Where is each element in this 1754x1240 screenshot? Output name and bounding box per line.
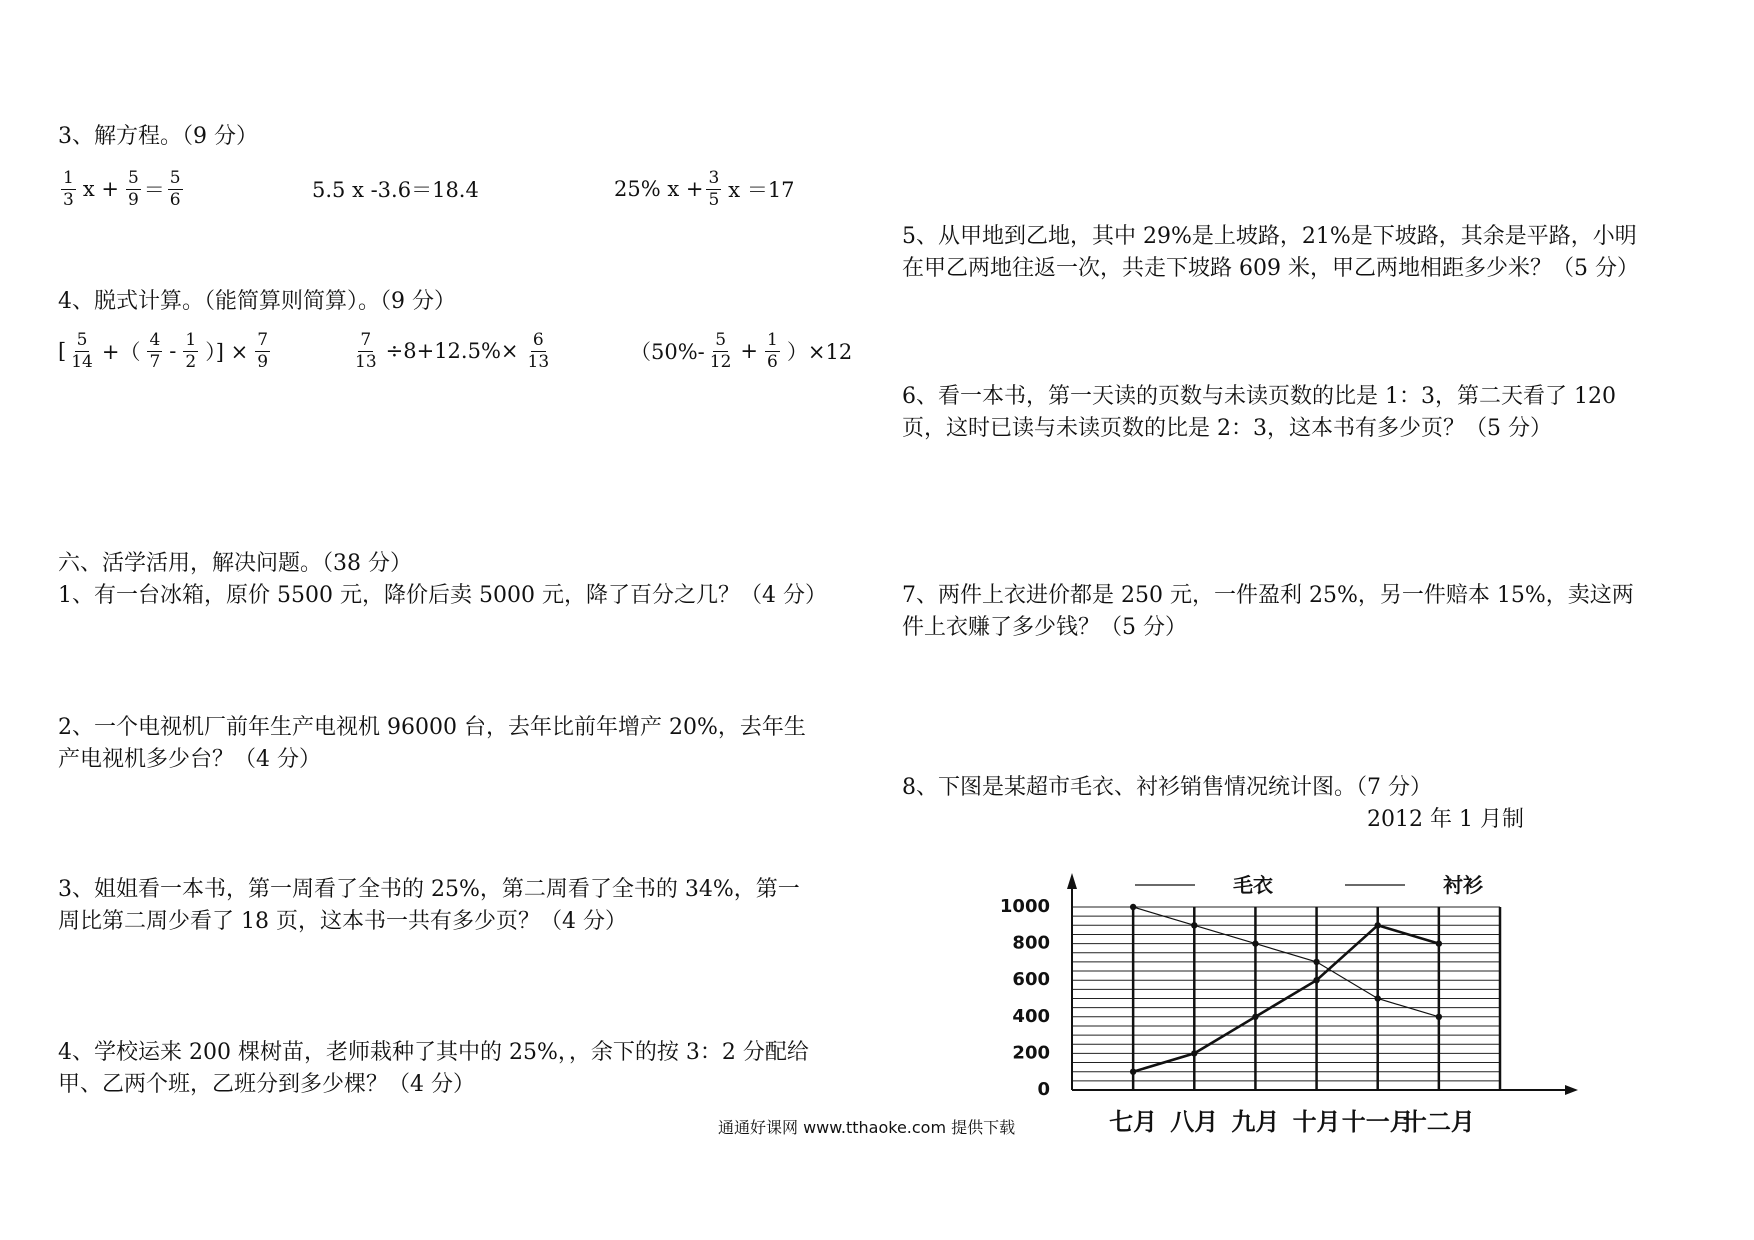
equation-1: $\frac{1}{3}$ x + $\frac{5}{9}$ ＝ $\frac{5}{6}$ [63, 167, 181, 210]
problem-4-line1: 4、学校运来 200 棵树苗，老师栽种了其中的 25%，，余下的按 3：2 分配给 [58, 1040, 809, 1065]
problem-5 [902, 221, 1639, 285]
data-point [1375, 995, 1381, 1001]
problem-3 [58, 874, 800, 938]
problem-2 [58, 712, 806, 776]
equation-2: 5.5 x -3.6＝18.4 [312, 178, 479, 202]
expression-1: [ $\frac{5}{14}$ +（ $\frac{4}{7}$ - $\frac{1}{2}$ ）] × $\frac{7}{9}$ [58, 329, 269, 372]
x-tick-label: 十一月 [1341, 1108, 1414, 1136]
y-tick-label: 200 [1012, 1042, 1050, 1064]
chart-date: 2012 年 1 月制 [1367, 807, 1524, 832]
data-point [1191, 1050, 1197, 1056]
problem-3-line2: 周比第二周少看了 18 页，这本书一共有多少页？（4 分） [58, 909, 627, 934]
data-point [1313, 977, 1319, 983]
y-tick-label: 1000 [999, 896, 1050, 917]
problem-4-line2: 甲、乙两个班，乙班分到多少棵？（4 分） [58, 1072, 475, 1097]
x-tick-label: 十月 [1292, 1108, 1341, 1136]
legend-label: 衬衫 [1443, 873, 1483, 897]
problem-7 [902, 580, 1634, 644]
problem-6 [902, 381, 1616, 445]
y-axis-arrow [1067, 873, 1077, 889]
problem-3-line1: 3、姐姐看一本书，第一周看了全书的 25%，第二周看了全书的 34%，第一 [58, 877, 800, 902]
problem-7-line2: 件上衣赚了多少钱？（5 分） [902, 615, 1187, 640]
data-point [1252, 1014, 1258, 1020]
x-tick-label: 九月 [1231, 1108, 1280, 1136]
legend-label: 毛衣 [1233, 873, 1273, 897]
y-tick-label: 600 [1012, 969, 1050, 991]
data-point [1313, 959, 1319, 965]
y-axis-labels [1000, 896, 1050, 1100]
problem-7-line1: 7、两件上衣进价都是 250 元，一件盈利 25%，另一件赔本 15%，卖这两 [902, 583, 1634, 608]
problem-1: 1、有一台冰箱，原价 5500 元，降价后卖 5000 元，降了百分之几？（4 分） [58, 583, 827, 608]
q3-equations [58, 159, 858, 219]
y-tick-label: 800 [1012, 932, 1050, 954]
problem-6-line1: 6、看一本书，第一天读的页数与未读页数的比是 1：3，第二天看了 120 [902, 384, 1616, 409]
chart-legend [1135, 873, 1484, 897]
sales-line-chart [960, 855, 1580, 1160]
expression-3: （50%- $\frac{5}{12}$ + $\frac{1}{6}$ ）×12 [630, 329, 853, 372]
x-axis-arrow [1565, 1085, 1578, 1095]
problem-4 [58, 1037, 809, 1101]
q4-title: 4、脱式计算。（能简算则简算）。（9 分） [58, 289, 456, 314]
data-point [1436, 1014, 1442, 1020]
q4-expressions [58, 321, 878, 381]
data-point [1130, 904, 1136, 910]
problem-6-line2: 页，这时已读与未读页数的比是 2：3，这本书有多少页？（5 分） [902, 416, 1552, 441]
x-tick-label: 八月 [1170, 1108, 1219, 1136]
problem-2-line2: 产电视机多少台？（4 分） [58, 747, 321, 772]
y-tick-label: 0 [1037, 1079, 1050, 1100]
problem-5-line1: 5、从甲地到乙地，其中 29%是上坡路，21%是下坡路，其余是平路，小明 [902, 224, 1637, 249]
chart-axes [1067, 873, 1578, 1095]
q3-title: 3、解方程。（9 分） [58, 124, 258, 149]
data-point [1252, 940, 1258, 946]
problem-5-line2: 在甲乙两地往返一次，共走下坡路 609 米，甲乙两地相距多少米？（5 分） [902, 256, 1639, 281]
equation-3: 25% x + $\frac{3}{5}$ x ＝17 [614, 167, 795, 210]
data-point [1191, 922, 1197, 928]
x-axis-labels [1109, 1108, 1475, 1136]
x-tick-label: 十二月 [1402, 1108, 1475, 1136]
footer-credit: 通通好课网 www.tthaoke.com 提供下载 [718, 1118, 1016, 1137]
data-point [1436, 940, 1442, 946]
expression-2: $\frac{7}{13}$ ÷8+12.5%× $\frac{6}{13}$ [355, 329, 550, 372]
problem-2-line1: 2、一个电视机厂前年生产电视机 96000 台，去年比前年增产 20%，去年生 [58, 715, 806, 740]
section6-title: 六、活学活用，解决问题。（38 分） [58, 551, 412, 576]
data-point [1130, 1069, 1136, 1075]
data-point [1375, 922, 1381, 928]
x-tick-label: 七月 [1109, 1108, 1158, 1136]
y-tick-label: 400 [1012, 1005, 1050, 1027]
problem-8-title: 8、下图是某超市毛衣、衬衫销售情况统计图。（7 分） [902, 775, 1432, 800]
